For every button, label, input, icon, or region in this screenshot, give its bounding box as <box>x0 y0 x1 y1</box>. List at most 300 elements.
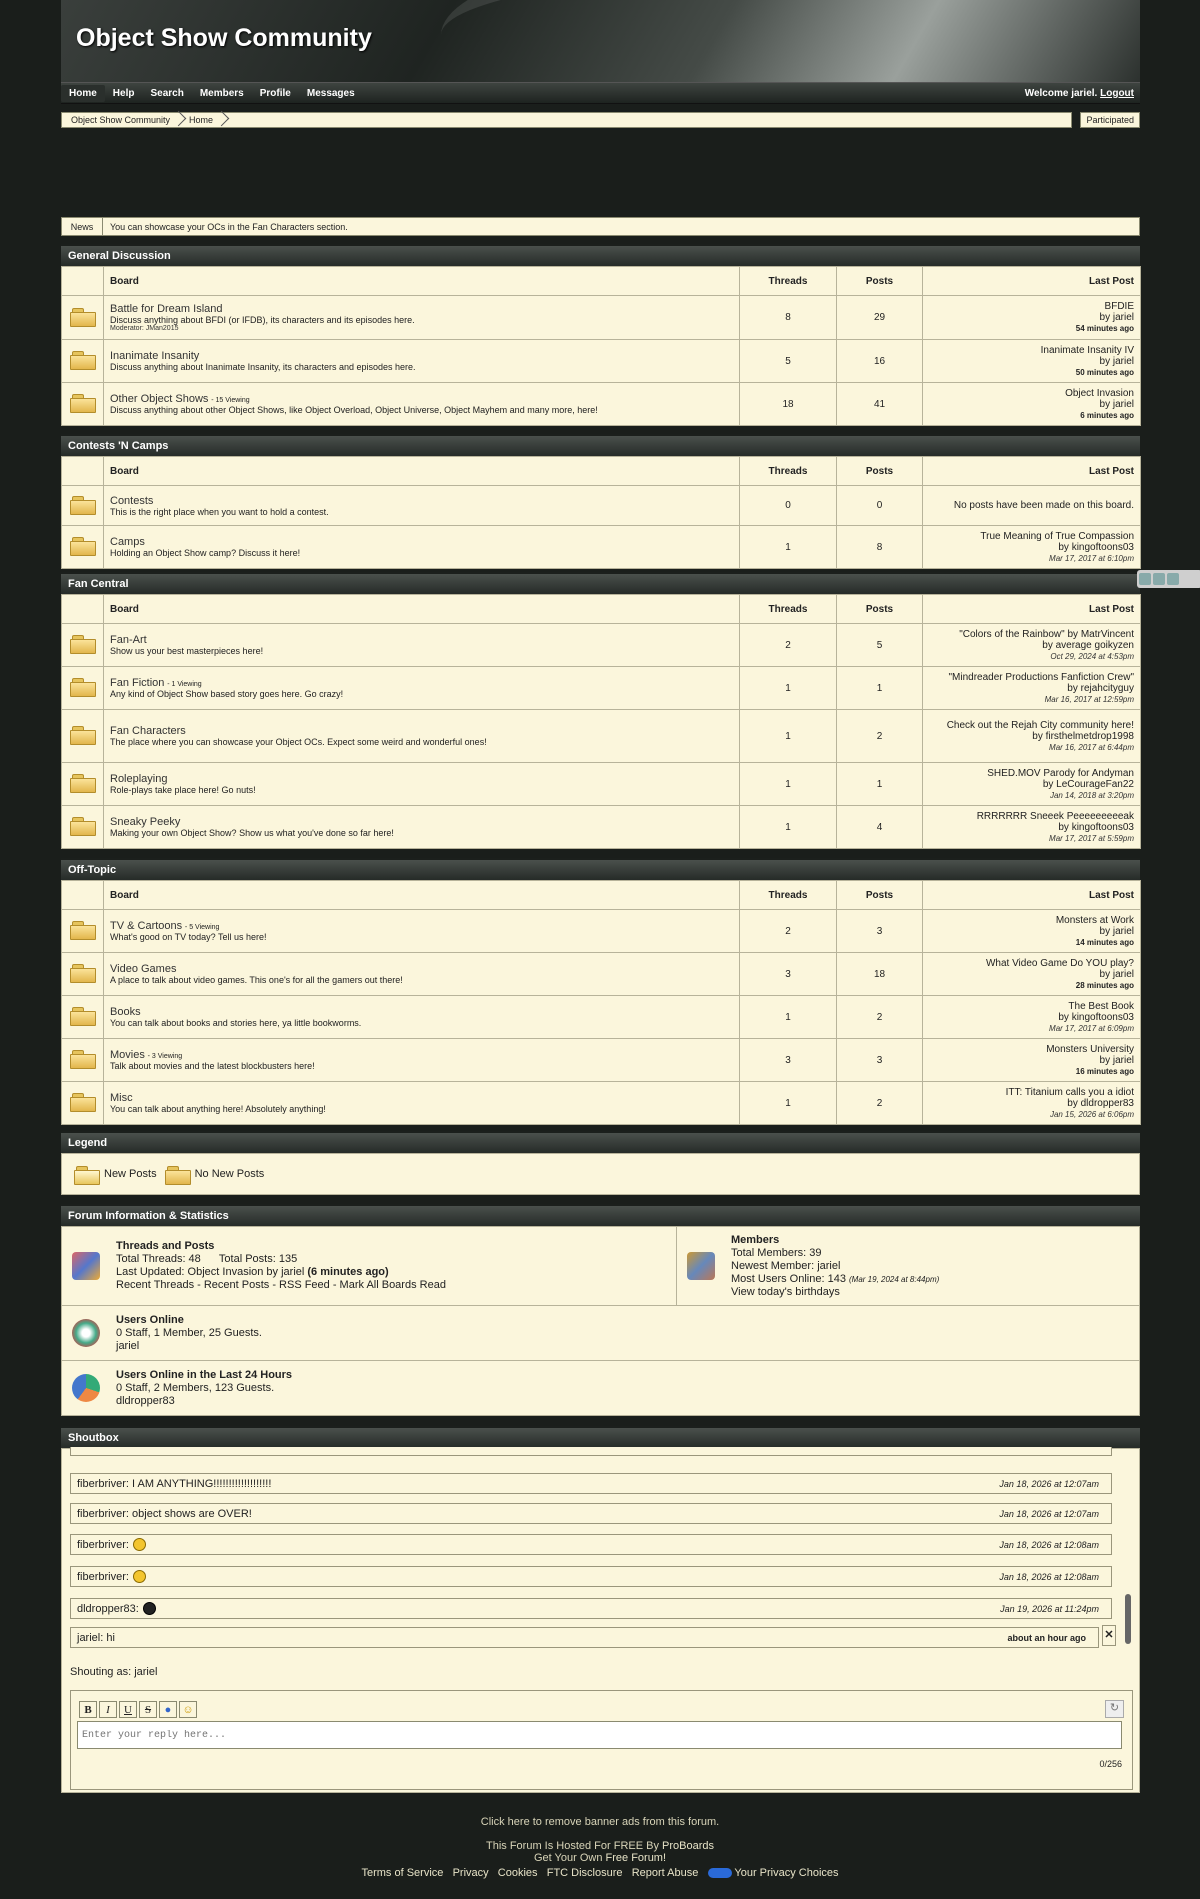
board-post-count: 3 <box>837 1039 923 1082</box>
posts-col-header: Posts <box>837 595 923 624</box>
folder-icon <box>70 536 96 555</box>
newest-member[interactable]: Newest Member: jariel <box>731 1259 841 1272</box>
icon-col-header <box>62 457 104 486</box>
board-post-count: 8 <box>837 526 923 569</box>
board-post-count: 2 <box>837 996 923 1039</box>
last-post-title[interactable]: Object Invasion <box>1065 387 1134 399</box>
board-name[interactable]: Video Games <box>110 963 177 975</box>
shout-input[interactable] <box>77 1721 1122 1749</box>
italic-icon[interactable]: I <box>99 1701 117 1718</box>
last-post-title[interactable]: Check out the Rejah City community here! <box>946 719 1134 731</box>
board-icon-cell <box>62 1039 104 1082</box>
most-online-date: (Mar 19, 2024 at 8:44pm) <box>849 1274 940 1284</box>
board-name[interactable]: Movies <box>110 1049 145 1061</box>
icon-col-header <box>62 267 104 296</box>
board-icon-cell <box>62 996 104 1039</box>
shout-scrollbar[interactable] <box>1125 1461 1131 1651</box>
board-icon-cell <box>62 763 104 806</box>
hosted-prefix: This Forum Is Hosted For FREE By <box>485 1840 659 1852</box>
board-description: Discuss anything about BFDI (or IFDB), its characters and its episodes here. <box>110 315 415 325</box>
smiley-icon <box>133 1538 146 1551</box>
folder-icon <box>70 816 96 835</box>
board-col-header: Board <box>104 267 740 296</box>
last-post-author[interactable]: by dldropper83 <box>1067 1097 1134 1109</box>
shout-text: fiberbriver: object shows are OVER! <box>77 1507 252 1520</box>
main-nav <box>61 82 1140 104</box>
board-post-count: 18 <box>837 953 923 996</box>
posts-col-header: Posts <box>837 881 923 910</box>
news-text: You can showcase your OCs in the Fan Characters section. <box>110 221 348 232</box>
board-description: Talk about movies and the latest blockbusters here! <box>110 1061 315 1071</box>
board-post-count: 1 <box>837 667 923 710</box>
last-post-title[interactable]: ITT: Titanium calls you a idiot <box>1005 1086 1134 1098</box>
board-row[interactable] <box>62 806 1141 849</box>
most-online <box>731 1273 939 1286</box>
stats-links[interactable]: Recent Threads - Recent Posts - RSS Feed - Mark All Boards Read <box>116 1279 446 1291</box>
board-thread-count: 8 <box>740 296 837 340</box>
underline-icon[interactable]: U <box>119 1701 137 1718</box>
nav-help[interactable]: Help <box>112 87 135 99</box>
board-post-count: 41 <box>837 383 923 426</box>
board-name[interactable]: Other Object Shows <box>110 393 209 405</box>
board-description: You can talk about anything here! Absolutely anything! <box>110 1104 326 1114</box>
last-post-time: Mar 16, 2017 at 6:44pm <box>1049 742 1134 752</box>
shout-time: Jan 18, 2026 at 12:07am <box>999 1508 1099 1519</box>
board-icon-cell <box>62 1082 104 1125</box>
breadcrumb-home[interactable]: Home <box>180 115 223 125</box>
last-post-author[interactable]: by jariel <box>1099 968 1134 980</box>
board-last-post <box>923 710 1141 763</box>
shout-time: Jan 19, 2026 at 11:24pm <box>1000 1603 1099 1614</box>
shoutbox-body <box>61 1448 1140 1793</box>
board-viewing: - 1 Viewing <box>167 681 202 688</box>
link-icon[interactable]: ● <box>159 1701 177 1718</box>
shouting-as: Shouting as: jariel <box>70 1666 158 1678</box>
board-last-post <box>923 1082 1141 1125</box>
board-description: You can talk about books and stories here, ya little bookworms. <box>110 1018 362 1028</box>
board-thread-count: 1 <box>740 710 837 763</box>
delete-shout-icon[interactable]: ✕ <box>1102 1625 1116 1646</box>
last-post-title[interactable]: RRRRRRR Sneeek Peeeeeeeeeak <box>976 810 1134 822</box>
nav-home[interactable]: Home <box>61 85 105 102</box>
board-icon-cell <box>62 910 104 953</box>
last-post-author[interactable]: by jariel <box>1099 398 1134 410</box>
board-thread-count: 1 <box>740 763 837 806</box>
last-post-author[interactable]: by jariel <box>1099 1054 1134 1066</box>
board-last-post <box>923 910 1141 953</box>
proboards-link[interactable]: ProBoards <box>662 1840 715 1852</box>
last-post-title[interactable]: "Colors of the Rainbow" by MatrVincent <box>959 628 1134 640</box>
board-name[interactable]: Contests <box>110 494 154 507</box>
board-thread-count: 1 <box>740 806 837 849</box>
board-post-count: 4 <box>837 806 923 849</box>
last-post-author[interactable]: by jariel <box>1099 312 1134 323</box>
board-name[interactable]: Roleplaying <box>110 773 168 785</box>
board-table <box>61 880 1141 1125</box>
board-col-header: Board <box>104 881 740 910</box>
terms-link[interactable]: Terms of Service <box>361 1867 444 1879</box>
last-post-title[interactable]: "Mindreader Productions Fanfiction Crew" <box>948 671 1134 683</box>
board-post-count: 5 <box>837 624 923 667</box>
board-row[interactable] <box>62 486 1141 526</box>
page-wrapper <box>61 0 1140 1769</box>
remove-ads-link[interactable]: Click here to remove banner ads from this forum. <box>480 1816 720 1828</box>
threads-posts-icon <box>72 1252 100 1280</box>
hosted-line <box>0 1840 1200 1852</box>
stats-row-threads <box>62 1227 1139 1306</box>
widget-gear-icon[interactable] <box>1167 573 1179 585</box>
icon-col-header <box>62 595 104 624</box>
last-post-title[interactable]: Inanimate Insanity IV <box>1040 344 1134 356</box>
board-viewing: - 3 Viewing <box>147 1053 183 1060</box>
last-post-time: 16 minutes ago <box>1075 1066 1134 1076</box>
last24-names[interactable]: dldropper83 <box>116 1394 175 1407</box>
threads-col-header: Threads <box>740 595 837 624</box>
board-thread-count: 5 <box>740 340 837 383</box>
last-post-time: Mar 17, 2017 at 6:09pm <box>1049 1023 1134 1033</box>
board-last-post <box>923 806 1141 849</box>
emoji-icon[interactable]: ☺ <box>179 1701 197 1718</box>
board-description: This is the right place when you want to hold a contest. <box>110 506 329 517</box>
users-online-block <box>62 1306 272 1360</box>
last-updated-label[interactable]: Last Updated: Object Invasion by jariel <box>116 1266 305 1278</box>
users-online-title: Users Online <box>116 1313 184 1326</box>
users-online-line: 0 Staff, 1 Member, 25 Guests. <box>116 1326 262 1339</box>
folder-icon <box>70 393 96 412</box>
breadcrumb-row <box>61 112 1140 128</box>
last-post-title[interactable]: What Video Game Do YOU play? <box>985 957 1134 969</box>
threads-posts-totals: Total Threads: 48 Total Posts: 135 <box>116 1253 298 1265</box>
folder-icon <box>70 1049 96 1068</box>
board-name[interactable]: Books <box>110 1006 141 1018</box>
board-name[interactable]: Battle for Dream Island <box>110 303 223 315</box>
threads-posts-title: Threads and Posts <box>116 1240 215 1252</box>
cookies-link[interactable]: Cookies <box>497 1867 538 1879</box>
side-widget[interactable] <box>1137 570 1200 588</box>
board-post-count: 16 <box>837 340 923 383</box>
last-post-time: Jan 15, 2026 at 6:06pm <box>1049 1109 1134 1119</box>
footer <box>0 1816 1200 1879</box>
board-last-post <box>923 340 1141 383</box>
last-post-title[interactable]: Monsters at Work <box>1055 914 1134 926</box>
site-title[interactable]: Object Show Community <box>76 24 372 52</box>
board-info <box>104 486 740 526</box>
widget-list-icon[interactable] <box>1153 573 1165 585</box>
icon-col-header <box>62 881 104 910</box>
board-info <box>104 1082 740 1125</box>
shout-time: Jan 18, 2026 at 12:07am <box>999 1478 1099 1489</box>
editor-toolbar <box>79 1701 197 1718</box>
board-info <box>104 806 740 849</box>
last-post-col-header: Last Post <box>923 457 1141 486</box>
sunglasses-smiley-icon <box>143 1602 156 1615</box>
no-new-posts-folder-icon <box>165 1165 191 1184</box>
shout-time: Jan 18, 2026 at 12:08am <box>999 1539 1099 1550</box>
breadcrumb-forum[interactable]: Object Show Community <box>62 115 180 125</box>
board-icon-cell <box>62 296 104 340</box>
ftc-link[interactable]: FTC Disclosure <box>546 1867 623 1879</box>
last-post-time: Oct 29, 2024 at 4:53pm <box>1050 651 1134 661</box>
legend-new-posts: New Posts <box>104 1168 157 1180</box>
board-icon-cell <box>62 340 104 383</box>
privacy-link[interactable]: Privacy <box>452 1867 489 1879</box>
board-description: Show us your best masterpieces here! <box>110 646 264 656</box>
board-icon-cell <box>62 486 104 526</box>
board-viewing: - 5 Viewing <box>184 924 220 931</box>
folder-icon <box>70 677 96 696</box>
last-post-title[interactable]: BFDIE <box>1104 301 1134 312</box>
members-icon <box>687 1252 715 1280</box>
last-post-title[interactable]: No posts have been made on this board. <box>953 500 1134 511</box>
board-table-header <box>62 267 1141 296</box>
board-thread-count: 2 <box>740 910 837 953</box>
last-post-author[interactable]: by kingoftoons03 <box>1058 541 1134 553</box>
get-prefix: Get Your Own <box>533 1852 603 1864</box>
board-icon-cell <box>62 624 104 667</box>
category-title[interactable]: General Discussion <box>61 244 1140 266</box>
board-table <box>61 266 1141 426</box>
folder-icon <box>70 1006 96 1025</box>
board-last-post <box>923 763 1141 806</box>
stats-row-24h <box>62 1361 1139 1415</box>
board-description: The place where you can showcase your Object OCs. Expect some weird and wonderful ones! <box>110 737 487 747</box>
board-post-count: 2 <box>837 710 923 763</box>
board-post-count: 2 <box>837 1082 923 1125</box>
board-row[interactable] <box>62 996 1141 1039</box>
board-last-post <box>923 1039 1141 1082</box>
board-icon-cell <box>62 526 104 569</box>
new-posts-folder-icon <box>74 1165 100 1184</box>
board-row[interactable] <box>62 710 1141 763</box>
board-info <box>104 1039 740 1082</box>
board-post-count: 1 <box>837 763 923 806</box>
free-forum-link[interactable]: Free Forum! <box>605 1852 667 1864</box>
board-row[interactable] <box>62 1082 1141 1125</box>
board-thread-count: 0 <box>740 486 837 526</box>
board-thread-count: 18 <box>740 383 837 426</box>
board-name[interactable]: Fan-Art <box>110 634 147 646</box>
last-post-title[interactable]: SHED.MOV Parody for Andyman <box>987 767 1134 779</box>
board-row[interactable] <box>62 383 1141 426</box>
legend-body <box>61 1153 1140 1195</box>
folder-icon <box>70 773 96 792</box>
last-post-title[interactable]: The Best Book <box>1068 1000 1134 1012</box>
shout-text: jariel: hi <box>77 1631 115 1644</box>
board-last-post <box>923 667 1141 710</box>
logout-link[interactable]: Logout <box>1100 87 1134 99</box>
board-viewing: - 15 Viewing <box>211 397 250 404</box>
stats-row-online <box>62 1306 1139 1361</box>
board-icon-cell <box>62 667 104 710</box>
board-info <box>104 953 740 996</box>
board-table-header <box>62 595 1141 624</box>
board-row[interactable] <box>62 526 1141 569</box>
total-members: Total Members: 39 <box>731 1246 822 1259</box>
widget-user-icon[interactable] <box>1139 573 1151 585</box>
board-last-post <box>923 526 1141 569</box>
category-section <box>61 858 1140 1125</box>
board-info <box>104 763 740 806</box>
shout-item <box>70 1473 1112 1494</box>
last-post-title[interactable]: True Meaning of True Compassion <box>980 530 1134 542</box>
board-icon-cell <box>62 710 104 763</box>
board-name[interactable]: Camps <box>110 536 145 548</box>
users-online-icon <box>72 1319 100 1347</box>
last-post-author[interactable]: by LeCourageFan22 <box>1042 778 1134 790</box>
folder-icon <box>70 350 96 369</box>
board-row[interactable] <box>62 667 1141 710</box>
board-last-post <box>923 383 1141 426</box>
members-block <box>677 1227 949 1305</box>
board-description: Holding an Object Show camp? Discuss it here! <box>110 548 301 558</box>
shout-item <box>70 1503 1112 1524</box>
last-post-time: Mar 17, 2017 at 6:10pm <box>1049 553 1134 563</box>
board-name[interactable]: Fan Fiction <box>110 677 165 689</box>
board-row[interactable] <box>62 953 1141 996</box>
last-post-time: 6 minutes ago <box>1080 410 1134 420</box>
stats-body <box>61 1226 1140 1416</box>
shout-time: Jan 18, 2026 at 12:08am <box>999 1571 1099 1582</box>
board-info <box>104 667 740 710</box>
threads-col-header: Threads <box>740 267 837 296</box>
folder-icon <box>70 634 96 653</box>
shout-text: fiberbriver: <box>77 1538 129 1551</box>
last-post-author[interactable]: by jariel <box>1099 355 1134 367</box>
board-thread-count: 1 <box>740 996 837 1039</box>
report-abuse-link[interactable]: Report Abuse <box>631 1867 699 1879</box>
board-row[interactable] <box>62 910 1141 953</box>
board-post-count: 0 <box>837 486 923 526</box>
last-post-time: 54 minutes ago <box>1075 324 1134 333</box>
nav-search[interactable]: Search <box>150 87 184 99</box>
refresh-icon[interactable]: ↻ <box>1105 1700 1124 1718</box>
board-row[interactable] <box>62 340 1141 383</box>
board-thread-count: 3 <box>740 1039 837 1082</box>
news-bar <box>61 217 1140 236</box>
posts-col-header: Posts <box>837 457 923 486</box>
threads-posts-text <box>116 1240 446 1292</box>
last-post-author[interactable]: by kingoftoons03 <box>1058 821 1134 833</box>
board-name[interactable]: Misc <box>110 1092 133 1104</box>
board-info <box>104 526 740 569</box>
welcome-text <box>1025 88 1140 99</box>
board-description: Role-plays take place here! Go nuts! <box>110 785 256 795</box>
category-title[interactable]: Off-Topic <box>61 858 1140 880</box>
breadcrumb <box>61 112 1072 128</box>
legend-section <box>61 1131 1140 1195</box>
nav-messages[interactable]: Messages <box>306 87 355 99</box>
board-description: Making your own Object Show? Show us what you've done so far here! <box>110 828 394 838</box>
shout-time: about an hour ago <box>1007 1632 1086 1643</box>
board-thread-count: 2 <box>740 624 837 667</box>
board-row[interactable] <box>62 624 1141 667</box>
board-row[interactable] <box>62 1039 1141 1082</box>
shout-scroll-thumb[interactable] <box>1125 1594 1131 1644</box>
folder-icon <box>70 920 96 939</box>
last-updated <box>116 1266 446 1279</box>
board-row[interactable] <box>62 763 1141 806</box>
board-description: Discuss anything about other Object Shows, like Object Overload, Object Universe, Object Mayhem and many more, here! <box>110 405 598 415</box>
last-post-author[interactable]: by kingoftoons03 <box>1058 1011 1134 1023</box>
members-text <box>731 1234 939 1299</box>
board-info <box>104 624 740 667</box>
last-post-author[interactable]: by jariel <box>1099 925 1134 937</box>
shout-item-partial <box>70 1447 1112 1456</box>
nav-profile[interactable]: Profile <box>259 87 291 99</box>
posts-col-header: Posts <box>837 267 923 296</box>
board-info <box>104 383 740 426</box>
category-title[interactable]: Fan Central <box>61 572 1140 594</box>
board-name[interactable]: Fan Characters <box>110 725 186 737</box>
privacy-choices-link[interactable]: Your Privacy Choices <box>734 1867 839 1879</box>
board-thread-count: 1 <box>740 526 837 569</box>
last-post-author[interactable]: by firsthelmetdrop1998 <box>1032 730 1134 742</box>
last-post-author[interactable]: by rejahcityguy <box>1067 682 1134 694</box>
stats-section <box>61 1204 1140 1416</box>
folder-icon <box>70 495 96 514</box>
threads-col-header: Threads <box>740 881 837 910</box>
category-section <box>61 434 1140 569</box>
shout-item <box>70 1627 1099 1648</box>
last24-text <box>116 1369 292 1408</box>
users-online-names[interactable]: jariel <box>116 1339 140 1352</box>
board-moderator[interactable]: Moderator: JMan2015 <box>110 325 179 332</box>
board-info <box>104 996 740 1039</box>
users-online-text <box>116 1314 262 1353</box>
last-post-author[interactable]: by average goikyzen <box>1042 639 1134 651</box>
board-name[interactable]: TV & Cartoons <box>110 920 183 932</box>
shoutbox-title: Shoutbox <box>61 1426 1140 1448</box>
category-section <box>61 572 1140 849</box>
bold-icon[interactable]: B <box>79 1701 97 1718</box>
news-label: News <box>62 218 103 235</box>
board-name[interactable]: Inanimate Insanity <box>110 350 200 362</box>
board-row[interactable] <box>62 296 1141 340</box>
board-info <box>104 340 740 383</box>
stats-title: Forum Information & Statistics <box>61 1204 1140 1226</box>
birthdays-link[interactable]: View today's birthdays <box>731 1285 840 1298</box>
shout-editor <box>70 1690 1133 1790</box>
welcome-label: Welcome jariel. <box>1024 87 1098 99</box>
board-post-count: 3 <box>837 910 923 953</box>
board-name[interactable]: Sneaky Peeky <box>110 816 181 828</box>
board-table-header <box>62 881 1141 910</box>
category-title[interactable]: Contests 'N Camps <box>61 434 1140 456</box>
last24-icon <box>72 1374 100 1402</box>
board-info <box>104 296 740 340</box>
footer-links <box>0 1867 1200 1879</box>
board-icon-cell <box>62 806 104 849</box>
shout-item <box>70 1566 1112 1587</box>
board-last-post <box>923 624 1141 667</box>
last24-block <box>62 1361 302 1415</box>
last-post-col-header: Last Post <box>923 595 1141 624</box>
board-thread-count: 1 <box>740 1082 837 1125</box>
most-online-count: Most Users Online: 143 <box>731 1272 846 1285</box>
participated-button[interactable]: Participated <box>1080 112 1140 128</box>
shout-text: dldropper83: <box>77 1602 139 1615</box>
board-last-post <box>923 996 1141 1039</box>
threads-posts-block <box>62 1227 677 1305</box>
board-last-post <box>923 296 1141 340</box>
shout-text: fiberbriver: <box>77 1570 129 1583</box>
board-icon-cell <box>62 383 104 426</box>
last-post-time: Jan 14, 2018 at 3:20pm <box>1049 790 1134 800</box>
nav-members[interactable]: Members <box>199 87 244 99</box>
strikethrough-icon[interactable]: S <box>139 1701 157 1718</box>
board-description: Any kind of Object Show based story goes here. Go crazy! <box>110 689 344 699</box>
last-post-title[interactable]: Monsters University <box>1046 1043 1134 1055</box>
